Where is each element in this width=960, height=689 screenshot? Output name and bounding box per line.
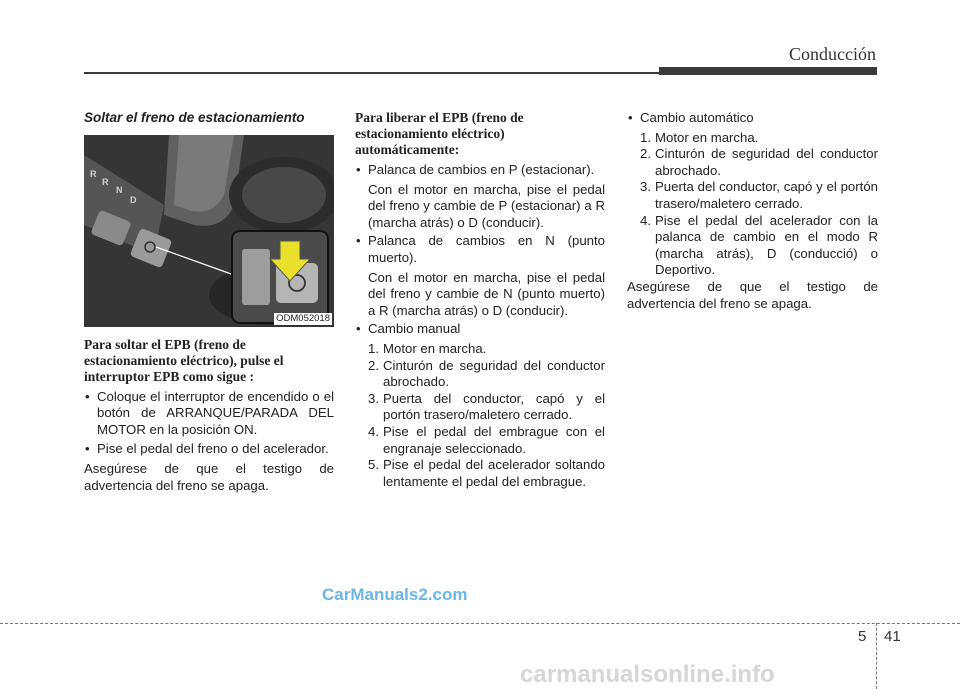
header-title: Conducción [789, 44, 876, 64]
automatic-step: 4. Pise el pedal del acelerador con la palanca de cambio en el modo R (marcha atrás), D (conducció) o Deportivo. [640, 212, 878, 278]
header-rule-thick [659, 67, 877, 75]
chapter-number: 5 [858, 628, 867, 645]
manual-step: 3. Puerta del conductor, capó y el portón trasero/maletero cerrado. [368, 390, 605, 423]
auto-release-heading: Para liberar el EPB (freno de estacionamiento eléctrico) automáticamente: [355, 110, 524, 157]
image-caption: ODM052018 [276, 312, 330, 324]
bullet-automatic: • Cambio automático [627, 110, 878, 127]
header-rule-thin [84, 72, 659, 74]
automatic-step: 2. Cinturón de seguridad del conductor abrochado. [640, 146, 878, 178]
automatic-step: 1. Motor en marcha. [640, 129, 759, 145]
bullet-park: • Palanca de cambios en P (estacionar). [355, 162, 605, 179]
manual-step: 4. Pise el pedal del embrague con el engranaje seleccionado. [368, 423, 605, 456]
brake-warning-note: Asegúrese de que el testigo de advertencia del freno se apaga. [84, 460, 334, 493]
manual-step: 2. Cinturón de seguridad del conductor abrochado. [368, 357, 605, 390]
bullet-manual: • Cambio manual [355, 321, 605, 338]
bullet-neutral-text: Con el motor en marcha, pise el pedal del freno y cambie de N (punto muerto) a R (marcha atrás) o D (conducir). [368, 269, 605, 318]
footer-vertical-divider [876, 623, 877, 689]
bullet-neutral: • Palanca de cambios en N (punto muerto). [355, 233, 605, 266]
brake-warning-note: Asegúrese de que el testigo de advertencia del freno se apaga. [627, 278, 878, 311]
epb-switch-photo [84, 135, 334, 327]
section-title: Soltar el freno de estacionamiento [84, 110, 305, 125]
svg-text:D: D [130, 194, 137, 205]
automatic-step: 3. Puerta del conductor, capó y el portón trasero/maletero cerrado. [640, 179, 878, 211]
svg-text:R: R [102, 176, 109, 187]
bullet-park-text: Con el motor en marcha, pise el pedal del freno y cambie de P (estacionar) a R (marcha atrás) o D (conducir). [368, 181, 605, 230]
release-intro: Para soltar el EPB (freno de estacionamiento eléctrico), pulse el interruptor EPB como sigue : [84, 336, 284, 384]
manual-step: 1. Motor en marcha. [368, 340, 487, 356]
column-2 [355, 110, 605, 490]
bullet-pedal: • Pise el pedal del freno o del acelerador. [84, 441, 334, 458]
footer-divider [0, 623, 960, 624]
watermark-carmanualsonline[interactable]: carmanualsonline.info [520, 661, 775, 688]
column-1 [84, 110, 334, 494]
watermark-carmanuals2[interactable]: CarManuals2.com [322, 585, 468, 604]
bullet-ignition: • Coloque el interruptor de encendido o el botón de ARRANQUE/PARADA DEL MOTOR en la posición ON. [84, 389, 334, 439]
manual-step: 5. Pise el pedal del acelerador soltando lentamente el pedal del embrague. [368, 457, 605, 489]
page-number: 41 [884, 628, 901, 645]
console-illustration [84, 135, 334, 327]
column-3 [627, 110, 878, 312]
svg-text:N: N [116, 184, 123, 195]
svg-text:R: R [90, 168, 97, 179]
